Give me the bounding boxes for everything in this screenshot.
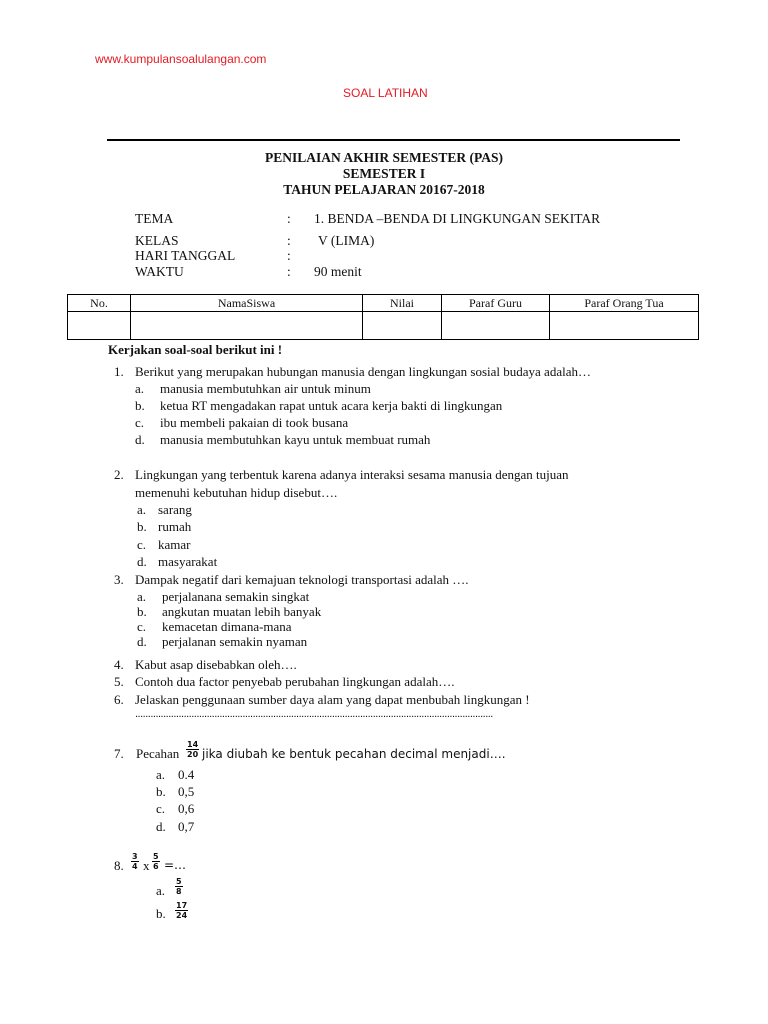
option-label: c.: [156, 801, 166, 816]
option-text: 0,6: [178, 801, 195, 816]
question-number: 4.: [114, 657, 124, 672]
fraction-17-24: [175, 901, 188, 920]
option-text: masyarakat: [158, 554, 218, 569]
option-text: ibu membeli pakaian di took busana: [160, 415, 349, 430]
fraction-denominator: 6: [153, 862, 159, 871]
instruction: Kerjakan soal-soal berikut ini !: [108, 342, 283, 357]
fraction-denominator: 20: [187, 750, 199, 759]
option-text: 0.4: [178, 767, 195, 782]
option-label: c.: [137, 537, 147, 552]
option-text: kamar: [158, 537, 191, 552]
info-label-hari-tanggal: HARI TANGGAL: [135, 248, 236, 263]
exam-title: PENILAIAN AKHIR SEMESTER (PAS): [265, 150, 503, 165]
option-text: manusia membutuhkan kayu untuk membuat rumah: [160, 432, 431, 447]
question-3-text: Dampak negatif dari kemajuan teknologi transportasi adalah ….: [135, 572, 469, 587]
option-label: d.: [137, 554, 147, 569]
question-number: 2.: [114, 467, 124, 482]
option-label: a.: [156, 883, 166, 898]
info-label-tema: TEMA: [135, 211, 174, 226]
col-header-nilai: Nilai: [363, 295, 442, 312]
fraction-5-8: [175, 877, 183, 896]
fraction-numerator: 3: [132, 852, 138, 861]
col-header-nama-siswa: NamaSiswa: [131, 295, 363, 312]
info-colon: :: [287, 233, 291, 248]
col-header-paraf-orang-tua: Paraf Orang Tua: [550, 295, 699, 312]
info-label-waktu: WAKTU: [135, 264, 184, 279]
fraction-numerator: 17: [176, 901, 188, 910]
fraction-5-6: [152, 852, 160, 871]
question-6-text: Jelaskan penggunaan sumber daya alam yang dapat menbubah lingkungan !: [135, 692, 530, 707]
question-number: 8.: [114, 858, 124, 873]
info-value-tema: 1. BENDA –BENDA DI LINGKUNGAN SEKITAR: [314, 211, 601, 226]
option-label: c.: [135, 415, 145, 430]
option-text: manusia membutuhkan air untuk minum: [160, 381, 371, 396]
info-value-kelas: V (LIMA): [318, 233, 375, 248]
option-label: b.: [135, 398, 145, 413]
cell-nilai[interactable]: [363, 312, 442, 340]
question-7-suffix: jika diubah ke bentuk pecahan decimal menjadi….: [202, 747, 506, 761]
table-row: [68, 312, 699, 340]
option-label: b.: [137, 519, 147, 534]
option-label: b.: [156, 784, 166, 799]
info-value-waktu: 90 menit: [314, 264, 362, 279]
option-text: rumah: [158, 519, 192, 534]
option-text: 0,7: [178, 819, 195, 834]
answer-dotted-line[interactable]: ............................................................................................................................................: [135, 708, 493, 720]
option-text: 0,5: [178, 784, 195, 799]
cell-nama-siswa[interactable]: [131, 312, 363, 340]
option-text: kemacetan dimana-mana: [162, 619, 292, 634]
document-label: SOAL LATIHAN: [343, 86, 428, 100]
question-2-text: Lingkungan yang terbentuk karena adanya interaksi sesama manusia dengan tujuan: [135, 467, 569, 482]
option-label: a.: [156, 767, 166, 782]
fraction-numerator: 5: [176, 877, 182, 886]
info-colon: :: [287, 211, 291, 226]
question-5-text: Contoh dua factor penyebab perubahan lingkungan adalah….: [135, 674, 455, 689]
option-text: ketua RT mengadakan rapat untuk acara kerja bakti di lingkungan: [160, 398, 503, 413]
fraction-numerator: 14: [187, 740, 199, 749]
option-label: d.: [135, 432, 145, 447]
cell-paraf-guru[interactable]: [442, 312, 550, 340]
info-label-kelas: KELAS: [135, 233, 179, 248]
option-label: d.: [156, 819, 166, 834]
question-1-text: Berikut yang merupakan hubungan manusia dengan lingkungan sosial budaya adalah…: [135, 364, 591, 379]
cell-paraf-orang-tua[interactable]: [550, 312, 699, 340]
option-label: b.: [137, 604, 147, 619]
fraction-3-4: [131, 852, 139, 871]
header-divider: [107, 139, 680, 141]
website-url[interactable]: www.kumpulansoalulangan.com: [95, 52, 267, 66]
option-label: b.: [156, 906, 166, 921]
option-text: sarang: [158, 502, 192, 517]
academic-year-title: TAHUN PELAJARAN 20167-2018: [283, 182, 485, 197]
fraction-numerator: 5: [153, 852, 159, 861]
question-number: 1.: [114, 364, 124, 379]
question-number: 7.: [114, 746, 124, 761]
question-2-text-cont: memenuhi kebutuhan hidup disebut….: [135, 485, 338, 500]
option-label: c.: [137, 619, 147, 634]
option-text: perjalanana semakin singkat: [162, 589, 310, 604]
col-header-no: No.: [68, 295, 131, 312]
option-label: a.: [137, 589, 147, 604]
fraction-denominator: 4: [132, 862, 138, 871]
info-colon: :: [287, 248, 291, 263]
multiply-sign: x: [143, 858, 150, 873]
option-text: perjalanan semakin nyaman: [162, 634, 308, 649]
question-number: 3.: [114, 572, 124, 587]
info-colon: :: [287, 264, 291, 279]
option-label: a.: [135, 381, 145, 396]
option-text: angkutan muatan lebih banyak: [162, 604, 322, 619]
question-number: 5.: [114, 674, 124, 689]
fraction-denominator: 24: [176, 911, 188, 920]
col-header-paraf-guru: Paraf Guru: [442, 295, 550, 312]
table-header-row: [68, 295, 699, 312]
fraction-14-20: [186, 740, 199, 759]
cell-no[interactable]: [68, 312, 131, 340]
equals-ellipsis: =…: [164, 858, 187, 872]
question-4-text: Kabut asap disebabkan oleh….: [135, 657, 297, 672]
question-7-prefix: Pecahan: [136, 746, 180, 761]
fraction-denominator: 8: [176, 887, 182, 896]
option-label: a.: [137, 502, 147, 517]
question-number: 6.: [114, 692, 124, 707]
option-label: d.: [137, 634, 147, 649]
semester-title: SEMESTER I: [342, 166, 426, 181]
student-info-table: [67, 294, 699, 340]
